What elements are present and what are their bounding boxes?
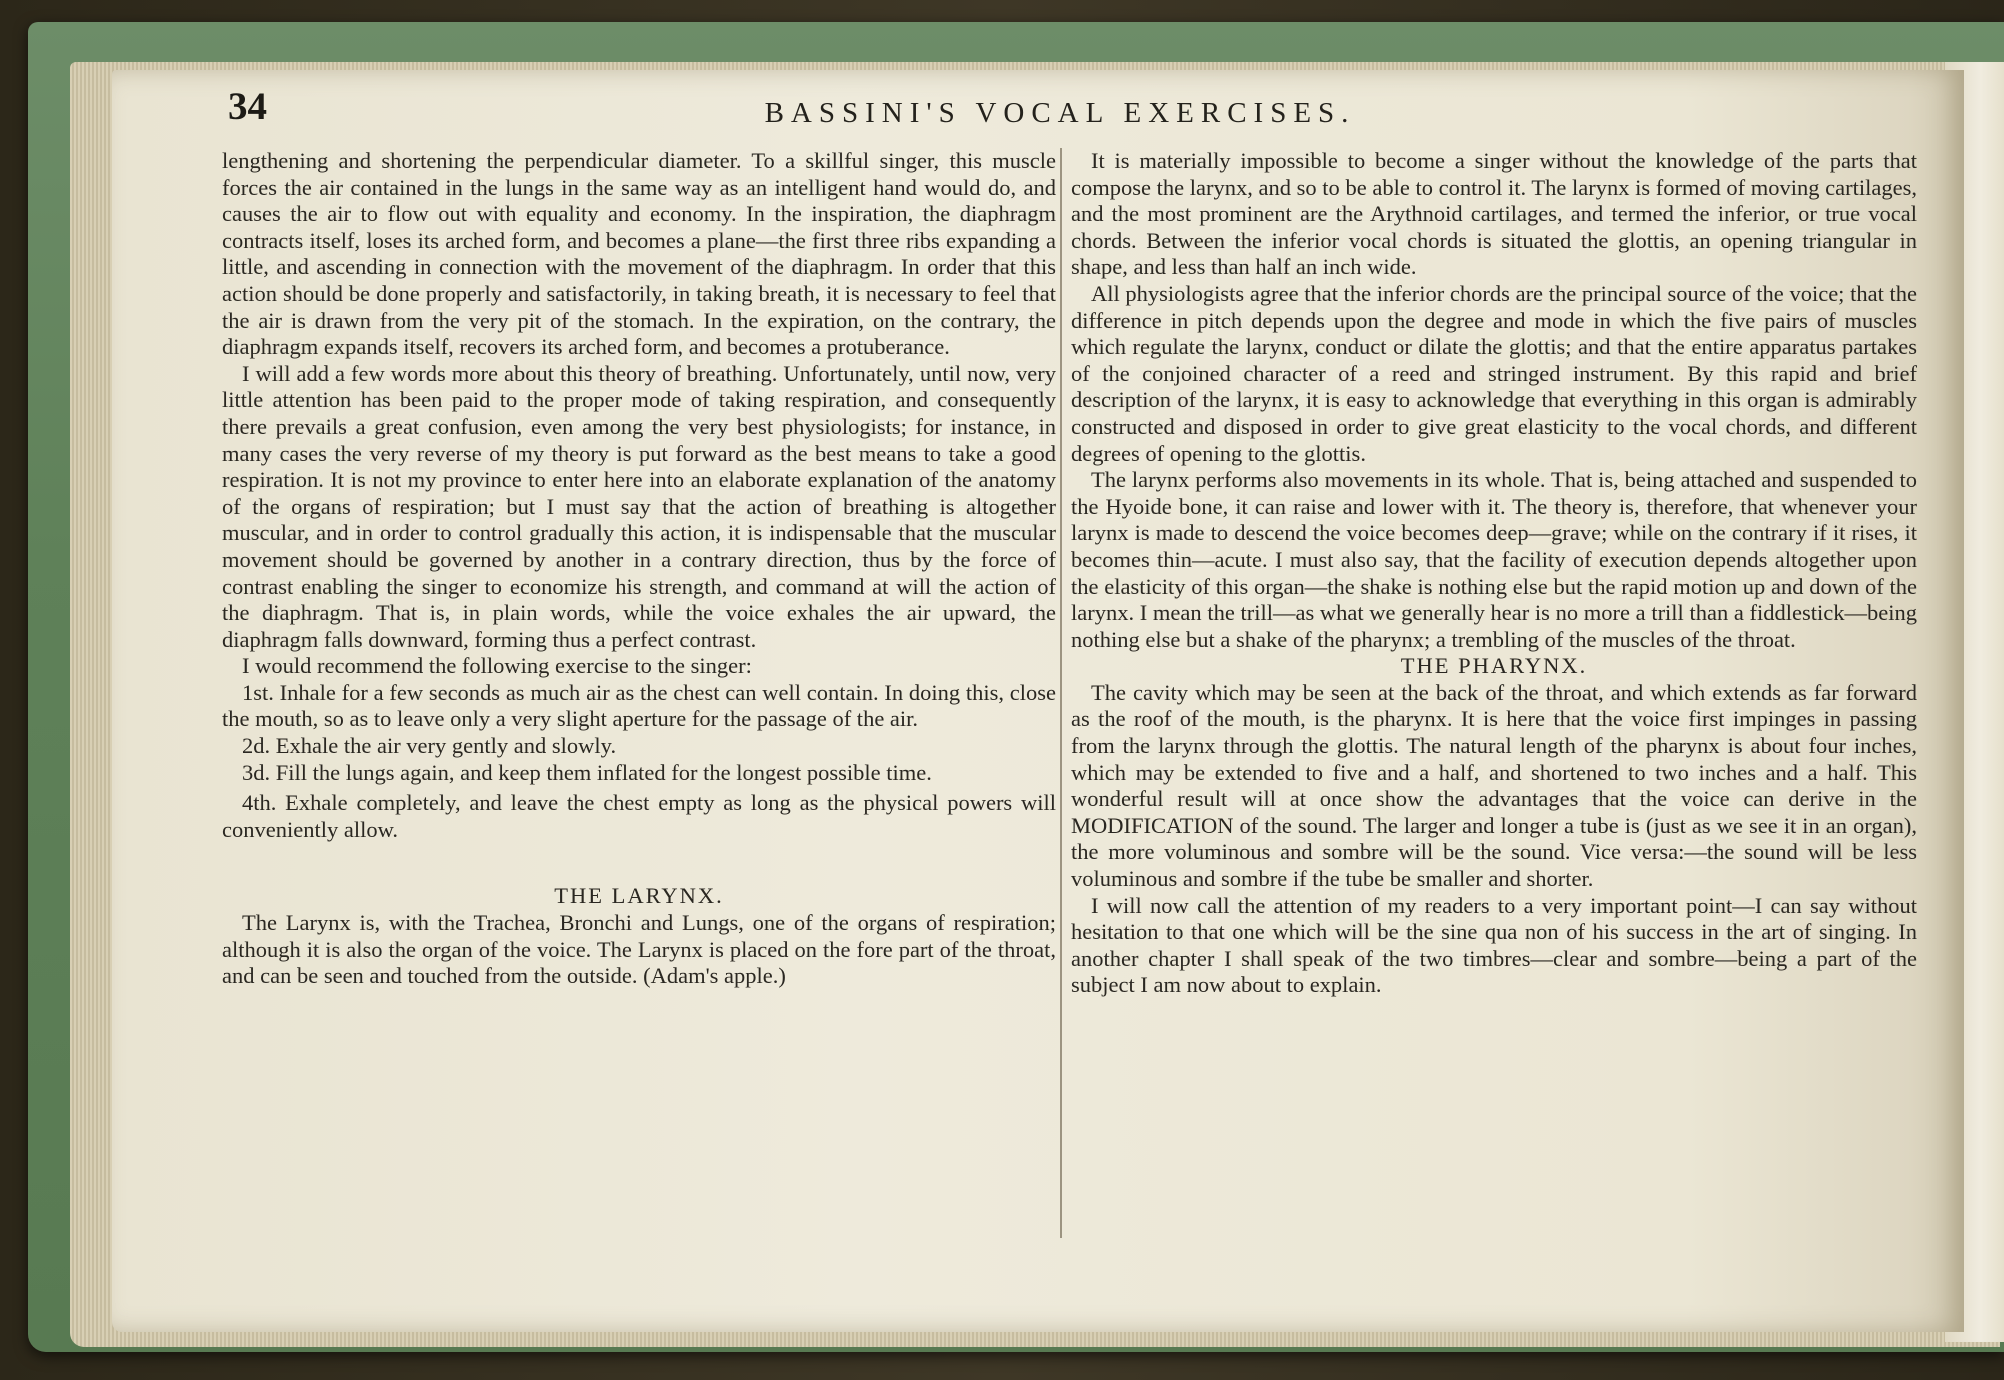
page-number: 34 bbox=[228, 85, 267, 128]
left-paragraph-1: lengthening and shortening the perpendicular diameter. To a skillful singer, this muscle forces the air contained in the lungs in the same way as an intelligent hand would do, and causes the air to flow out with equality and economy. In the inspiration, the diaphragm contracts itself, loses its arched form, and becomes a plane—the first three ribs expanding a little, and ascending in connection with the movement of the diaphragm. In order that this action should be done properly and satisfactorily, in taking breath, it is necessary to feel that the air is drawn from the very pit of the stomach. In the expiration, on the contrary, the diaphragm expands itself, recovers its arched form, and becomes a protuberance. bbox=[222, 148, 1056, 360]
exercise-step-1: 1st. Inhale for a few seconds as much air as the chest can well contain. In doing this, close the mouth, so as to leave only a very slight aperture for the passage of the air. bbox=[222, 679, 1056, 732]
right-paragraph-4: The cavity which may be seen at the back of the throat, and which extends as far forward as the roof of the mouth, is the pharynx. It is here that the voice first impinges in passing from the larynx through the glottis. The natural length of the pharynx is about four inches, which may be extended to five and a half, and shortened to two inches and a half. This wonderful result will at once show the advantages that the voice can derive in the MODIFICATION of the sound. The larger and longer a tube is (just as we see it in an organ), the more voluminous and sombre will be the sound. Vice versa:—the sound will be less voluminous and sombre if the tube be smaller and shorter. bbox=[1071, 679, 1917, 892]
larynx-paragraph: The Larynx is, with the Trachea, Bronchi and Lungs, one of the organs of respiration; although it is also the organ of the voice. The Larynx is placed on the fore part of the throat, and can be seen and touched from the outside. (Adam's apple.) bbox=[222, 910, 1056, 989]
left-paragraph-2: I will add a few words more about this theory of breathing. Unfortunately, until now, very little attention has been paid to the proper mode of taking respiration, and consequently there prevails a great confusion, even among the very best physiologists; for instance, in many cases the very reverse of my theory is put forward as the best means to take a good respiration. It is not my province to enter here into an elaborate explanation of the anatomy of the organs of respiration; but I must say that the action of breathing is altogether muscular, and in order to control gradually this action, it is indispensable that the muscular movement should be governed by another in a contrary direction, thus by the force of contrast enabling the singer to economize his strength, and command at will the action of the diaphragm. That is, in plain words, while the voice exhales the air upward, the diaphragm falls downward, forming thus a perfect contrast. bbox=[222, 360, 1056, 652]
running-head: BASSINI'S VOCAL EXERCISES. bbox=[764, 97, 1356, 129]
heading-pharynx: THE PHARYNX. bbox=[1400, 653, 1588, 679]
exercise-step-2: 2d. Exhale the air very gently and slowly. bbox=[242, 733, 617, 759]
column-divider bbox=[1060, 148, 1062, 1238]
right-column bbox=[1071, 148, 1917, 999]
exercise-step-3: 3d. Fill the lungs again, and keep them inflated for the longest possible time. bbox=[242, 759, 932, 785]
heading-larynx: THE LARYNX. bbox=[554, 883, 724, 909]
right-paragraph-2: All physiologists agree that the inferior chords are the principal source of the voice; that the difference in pitch depends upon the degree and mode in which the five pairs of muscles which regulate the larynx, conduct or dilate the glottis; and that the entire apparatus partakes of the conjoined character of a reed and stringed instrument. By this rapid and brief description of the larynx, it is easy to acknowledge that everything in this organ is admirably constructed and disposed in order to give great elasticity to the vocal chords, and different degrees of opening to the glottis. bbox=[1071, 280, 1917, 466]
left-column bbox=[222, 148, 1056, 990]
left-paragraph-3: I would recommend the following exercise to the singer: bbox=[242, 653, 752, 679]
exercise-step-4: 4th. Exhale completely, and leave the chest empty as long as the physical powers will conveniently allow. bbox=[222, 790, 1056, 842]
right-paragraph-3: The larynx performs also movements in its whole. That is, being attached and suspended to the Hyoide bone, it can raise and lower with it. The theory is, therefore, that whenever your larynx is made to descend the voice becomes deep—grave; while on the contrary if it rises, it becomes thin—acute. I must also say, that the facility of execution depends altogether upon the elasticity of this organ—the shake is nothing else but the rapid motion up and down of the larynx. I mean the trill—as what we generally hear is no more a trill than a fiddlestick—being nothing else but a shake of the pharynx; a trembling of the muscles of the throat. bbox=[1071, 467, 1917, 652]
right-paragraph-1: It is materially impossible to become a singer without the knowledge of the parts that compose the larynx, and so to be able to control it. The larynx is formed of moving cartilages, and the most prominent are the Arythnoid cartilages, and termed the inferior, or true vocal chords. Between the inferior vocal chords is situated the glottis, an opening triangular in shape, and less than half an inch wide. bbox=[1071, 148, 1917, 280]
right-paragraph-5: I will now call the attention of my readers to a very important point—I can say without hesitation to that one which will be the sine qua non of his success in the art of singing. In another chapter I shall speak of the two timbres—clear and sombre—being a part of the subject I am now about to explain. bbox=[1071, 892, 1917, 998]
